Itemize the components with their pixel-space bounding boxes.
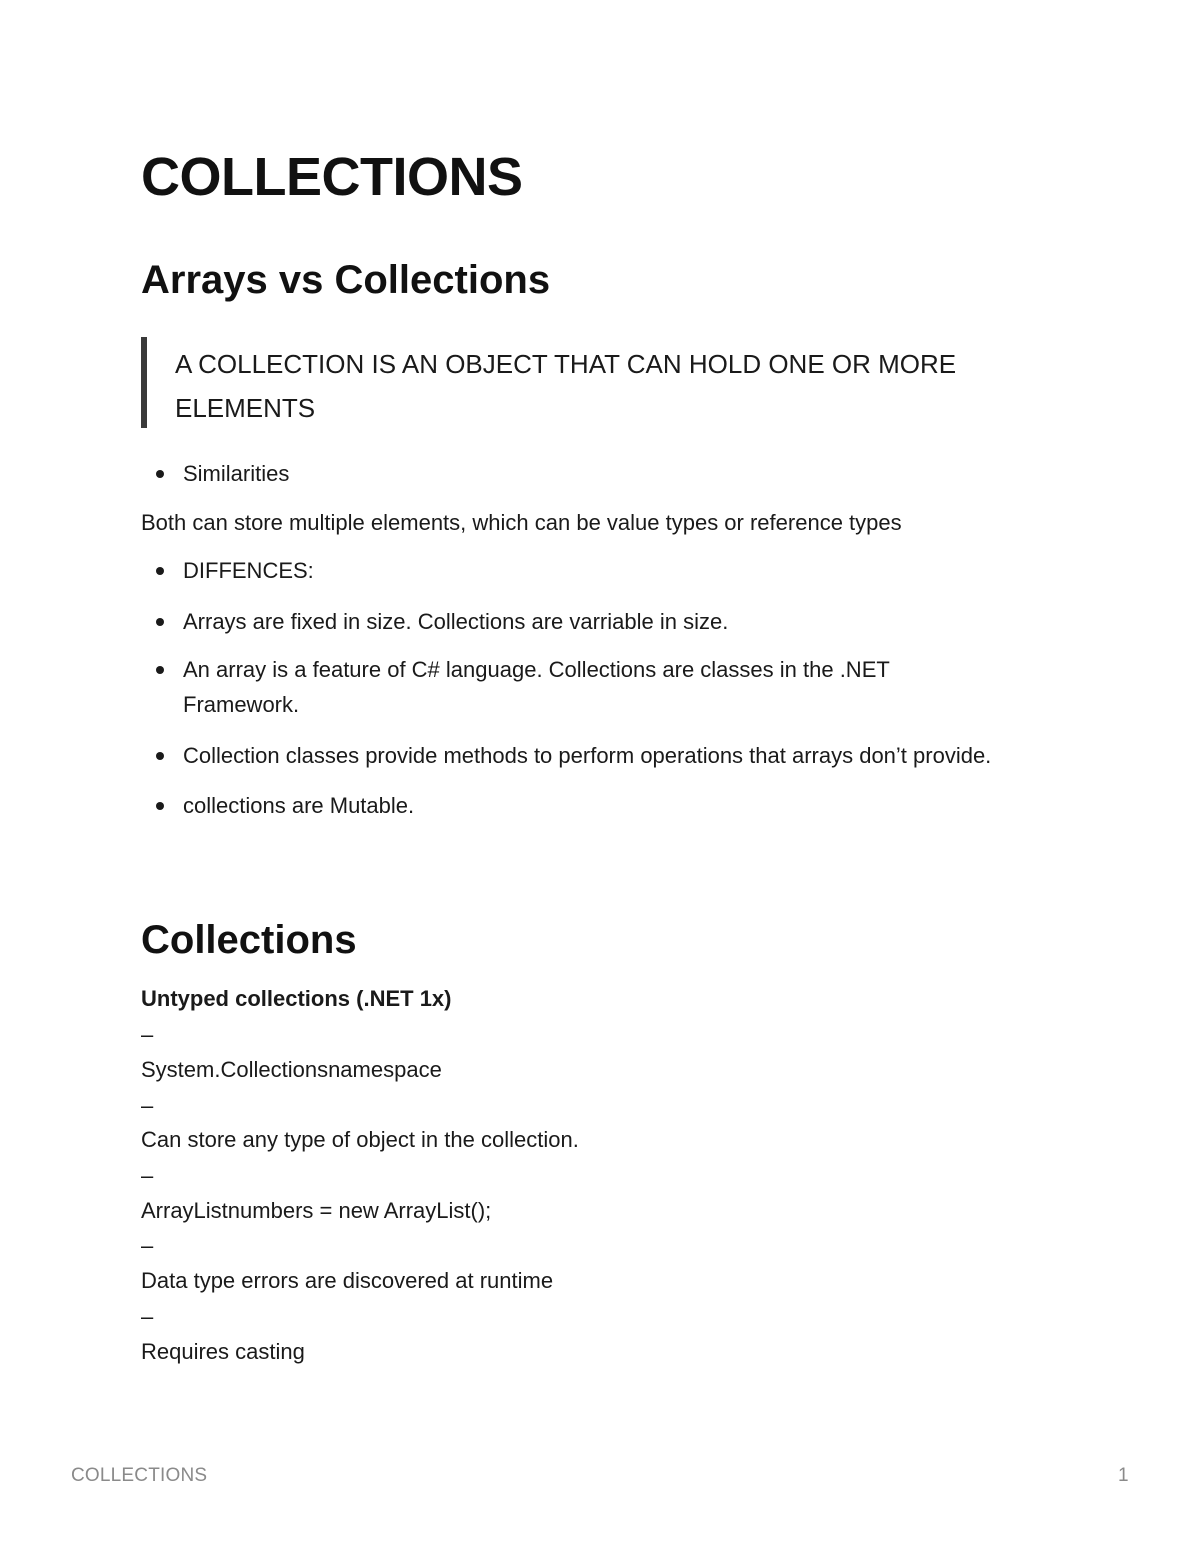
collections-item: ArrayListnumbers = new ArrayList(); <box>141 1198 492 1223</box>
section-heading-collections: Collections <box>141 918 357 962</box>
dash-separator: – <box>141 1022 154 1047</box>
collections-item: Can store any type of object in the collection. <box>141 1127 579 1152</box>
page-title: COLLECTIONS <box>141 147 523 207</box>
dash-separator: – <box>141 1093 154 1118</box>
bullet-text: Arrays are fixed in size. Collections are varriable in size. <box>183 609 729 634</box>
dash-separator: – <box>141 1233 154 1258</box>
dash-separator: – <box>141 1163 154 1188</box>
page-number: 1 <box>1118 1465 1129 1486</box>
collections-item: Data type errors are discovered at runtime <box>141 1268 554 1293</box>
similarities-paragraph: Both can store multiple elements, which can be value types or reference types <box>141 510 902 535</box>
bullet-text: An array is a feature of C# language. Collections are classes in the .NET Framework. <box>183 657 890 717</box>
bullet-text: collections are Mutable. <box>183 793 415 818</box>
bullet-similarities <box>156 456 1056 491</box>
blockquote-text: A COLLECTION IS AN OBJECT THAT CAN HOLD ONE OR MORE ELEMENTS <box>175 349 957 423</box>
blockquote-bar <box>141 337 147 428</box>
subheading-untyped-collections: Untyped collections (.NET 1x) <box>141 986 452 1011</box>
bullet-text: Collection classes provide methods to perform operations that arrays don’t provide. <box>183 743 992 768</box>
bullet-difference-language <box>156 652 1056 722</box>
footer-label: COLLECTIONS <box>71 1465 208 1486</box>
section-heading-arrays-vs-collections: Arrays vs Collections <box>141 258 551 302</box>
bullet-differences-heading <box>156 553 1056 588</box>
bullet-difference-size <box>156 604 1056 639</box>
dash-separator: – <box>141 1304 154 1329</box>
bullet-difference-methods <box>156 738 1056 773</box>
collections-item: System.Collectionsnamespace <box>141 1057 442 1082</box>
bullet-text: Similarities <box>183 461 290 486</box>
bullet-text: DIFFENCES: <box>183 558 314 583</box>
bullet-difference-mutable <box>156 788 1056 823</box>
collections-item: Requires casting <box>141 1339 305 1364</box>
